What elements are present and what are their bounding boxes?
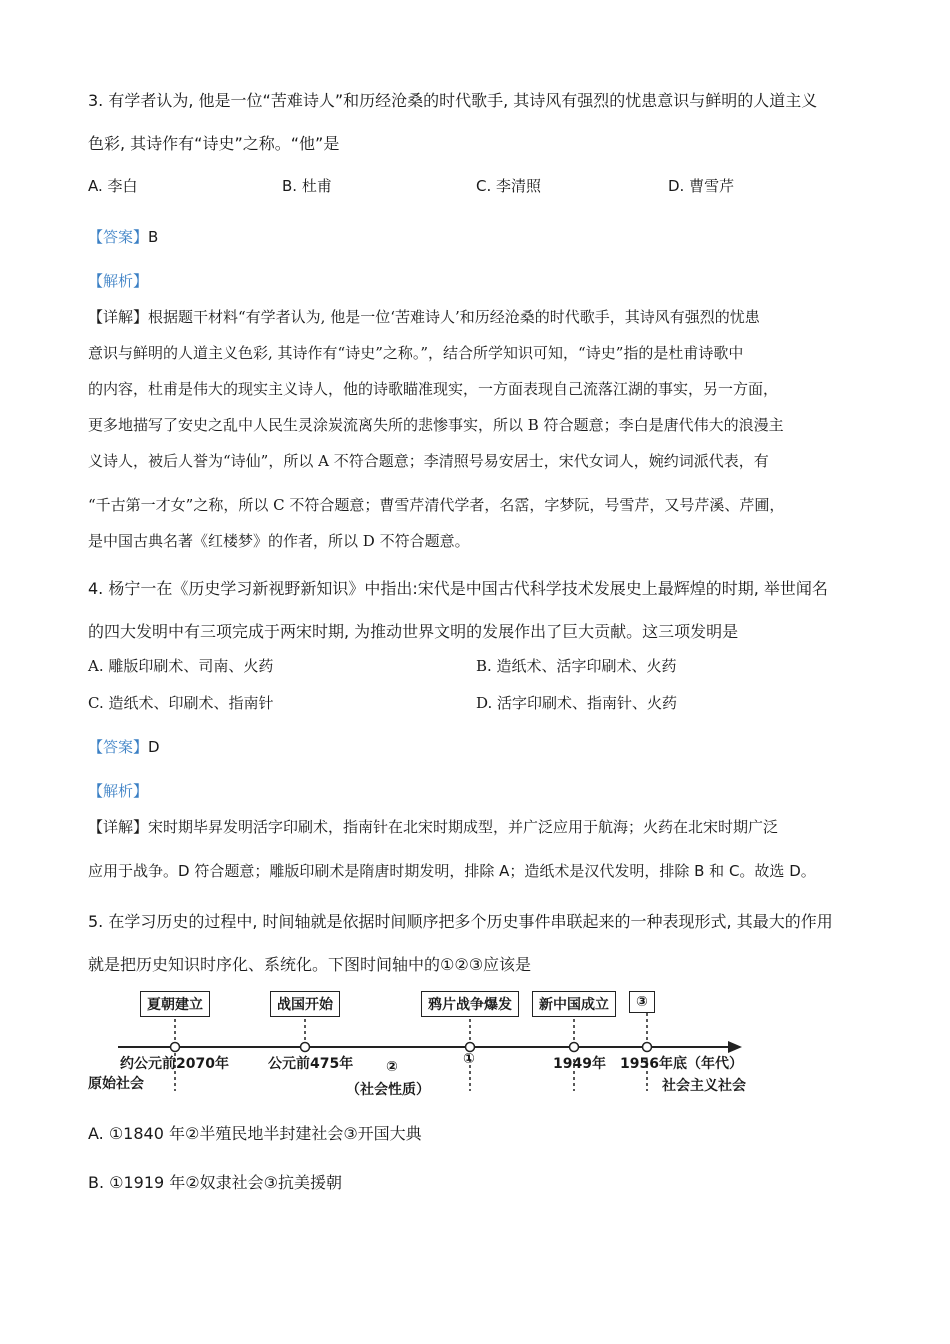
q3-stem-line-1: 3. 有学者认为, 他是一位“苦难诗人”和历经沧桑的时代歌手, 其诗风有强烈的忧患意识与鲜明的人道主义 bbox=[88, 91, 818, 110]
point-warring-states bbox=[301, 1043, 310, 1052]
timeline-year-prc: 1949年 bbox=[553, 1056, 606, 1072]
timeline-box-prc: 新中国成立 bbox=[532, 991, 616, 1017]
point-prc bbox=[570, 1043, 579, 1052]
q3-option-c: C. 李清照 bbox=[476, 177, 542, 195]
answer-value: B bbox=[148, 228, 159, 246]
q5-stem-line-1: 5. 在学习历史的过程中, 时间轴就是依据时间顺序把多个历史事件串联起来的一种表现形式, 其最大的作用 bbox=[88, 912, 833, 931]
q3-detail-line-2: 意识与鲜明的人道主义色彩, 其诗作有“诗史”之称。”，结合所学知识可知，“诗史”指的是杜甫诗歌中 bbox=[88, 344, 744, 362]
q4-answer bbox=[88, 736, 160, 757]
q3-analysis-tag: 【解析】 bbox=[88, 272, 149, 290]
q4-option-a: A. 雕版印刷术、司南、火药 bbox=[88, 657, 274, 675]
q3-detail-line-1 bbox=[88, 306, 760, 327]
timeline-end-label: 社会主义社会 bbox=[662, 1078, 746, 1094]
point-1956 bbox=[643, 1043, 652, 1052]
q4-detail-line-1 bbox=[88, 816, 778, 837]
detail-tag: 【详解】 bbox=[88, 818, 149, 836]
q3-option-a: A. 李白 bbox=[88, 177, 138, 195]
timeline-box-blank-3: ③ bbox=[629, 991, 655, 1013]
timeline-box-warring-states: 战国开始 bbox=[270, 991, 340, 1017]
axis-arrowhead bbox=[728, 1041, 742, 1053]
q4-stem-line-2: 的四大发明中有三项完成于两宋时期, 为推动世界文明的发展作出了巨大贡献。这三项发明是 bbox=[88, 622, 739, 641]
q5-option-b: B. ①1919 年②奴隶社会③抗美援朝 bbox=[88, 1173, 342, 1192]
q5-option-a: A. ①1840 年②半殖民地半封建社会③开国大典 bbox=[88, 1124, 422, 1143]
timeline-year-1956: 1956年底（年代） bbox=[620, 1056, 743, 1072]
q4-stem-line-1: 4. 杨宁一在《历史学习新视野新知识》中指出:宋代是中国古代科学技术发展史上最辉煌的时期, 举世闻名 bbox=[88, 579, 828, 598]
q3-detail-line-4: 更多地描写了安史之乱中人民生灵涂炭流离失所的悲惨事实，所以 B 符合题意；李白是唐代伟大的浪漫主 bbox=[88, 416, 784, 434]
q4-analysis-tag: 【解析】 bbox=[88, 782, 149, 800]
q5-stem-line-2: 就是把历史知识时序化、系统化。下图时间轴中的①②③应该是 bbox=[88, 955, 532, 974]
detail-tag: 【详解】 bbox=[88, 308, 149, 326]
q3-answer bbox=[88, 226, 158, 247]
q3-detail-line-5: 义诗人，被后人誉为“诗仙”，所以 A 不符合题意；李清照号易安居士，宋代女词人，婉约词派代表，有 bbox=[88, 452, 769, 470]
q3-option-b: B. 杜甫 bbox=[282, 177, 332, 195]
q4-option-c: C. 造纸术、印刷术、指南针 bbox=[88, 694, 274, 712]
timeline-start-label: 原始社会 bbox=[88, 1076, 144, 1092]
point-xia bbox=[171, 1043, 180, 1052]
q3-option-d: D. 曹雪芹 bbox=[668, 177, 735, 195]
detail-text: 宋时期毕昇发明活字印刷术，指南针在北宋时期成型，并广泛应用于航海；火药在北宋时期广泛 bbox=[148, 818, 779, 836]
timeline-year-xia: 约公元前2070年 bbox=[120, 1056, 229, 1072]
q3-stem-line-2: 色彩, 其诗作有“诗史”之称。“他”是 bbox=[88, 134, 340, 153]
q3-detail-line-3: 的内容，杜甫是伟大的现实主义诗人，他的诗歌瞄准现实，一方面表现自己流落江湖的事实，另一方面， bbox=[88, 380, 779, 398]
detail-text: 根据题干材料“有学者认为, 他是一位‘苦难诗人’和历经沧桑的时代歌手，其诗风有强烈的忧患 bbox=[148, 308, 760, 326]
q3-detail-line-7: 是中国古典名著《红楼梦》的作者，所以 D 不符合题意。 bbox=[88, 532, 470, 550]
answer-tag: 【答案】 bbox=[88, 228, 149, 246]
q3-detail-line-6: “千古第一才女”之称，所以 C 不符合题意；曹雪芹清代学者，名霑，字梦阮，号雪芹，又号芹溪、芹圃， bbox=[88, 496, 785, 514]
q4-option-b: B. 造纸术、活字印刷术、火药 bbox=[476, 657, 677, 675]
timeline-middle-note: （社会性质） bbox=[346, 1082, 430, 1098]
timeline-year-warring-states: 公元前475年 bbox=[268, 1056, 354, 1072]
timeline-blank-2: ② bbox=[386, 1059, 398, 1075]
q4-detail-line-2: 应用于战争。D 符合题意；雕版印刷术是隋唐时期发明，排除 A；造纸术是汉代发明，排除 B 和 C。故选 D。 bbox=[88, 862, 816, 880]
timeline-box-opium-war: 鸦片战争爆发 bbox=[421, 991, 519, 1017]
timeline-year-blank-1: ① bbox=[463, 1051, 475, 1067]
answer-tag: 【答案】 bbox=[88, 738, 149, 756]
answer-value: D bbox=[148, 738, 160, 756]
q4-option-d: D. 活字印刷术、指南针、火药 bbox=[476, 694, 678, 712]
timeline-box-xia: 夏朝建立 bbox=[140, 991, 210, 1017]
timeline-figure bbox=[88, 985, 768, 1100]
